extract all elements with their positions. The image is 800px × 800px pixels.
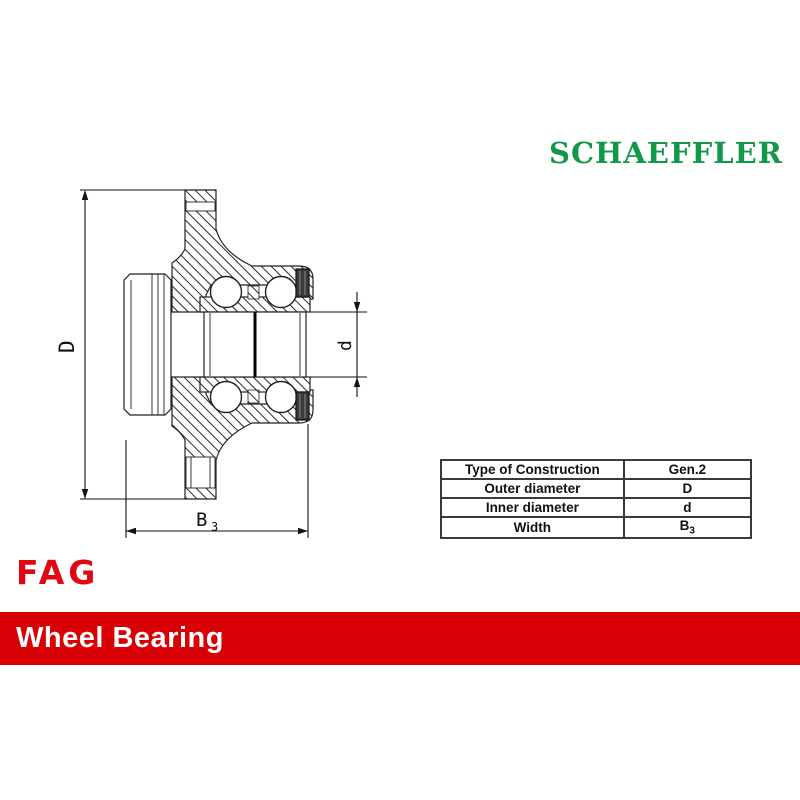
dim-label-width: B <box>196 509 208 531</box>
fag-logo: FAG <box>16 553 100 592</box>
title-banner <box>0 612 800 665</box>
arrowhead <box>82 190 88 200</box>
dim-label-inner: d <box>335 340 356 351</box>
flange-lower-groove <box>186 457 215 488</box>
spec-value <box>624 517 751 538</box>
cage-spacer <box>248 390 259 403</box>
spec-label: Width <box>441 517 624 538</box>
arrowhead <box>126 528 136 534</box>
technical-drawing <box>0 0 420 560</box>
arrowhead <box>82 489 88 499</box>
hub-section <box>124 190 313 499</box>
table-row <box>441 460 751 479</box>
spec-value: d <box>624 498 751 517</box>
spec-value-sub: 3 <box>689 525 695 537</box>
ball <box>266 382 297 413</box>
spec-label: Type of Construction <box>441 460 624 479</box>
arrowhead <box>354 377 360 387</box>
spec-value: Gen.2 <box>624 460 751 479</box>
table-row <box>441 517 751 538</box>
spec-label: Outer diameter <box>441 479 624 498</box>
cage-spacer <box>248 286 259 299</box>
arrowhead <box>354 302 360 312</box>
table-row <box>441 479 751 498</box>
spec-value-main: B <box>679 518 690 533</box>
seal-lower <box>296 392 309 420</box>
dim-label-width-sub: 3 <box>211 520 219 534</box>
schaeffler-logo: SCHAEFFLER <box>549 136 783 170</box>
flange-upper-groove <box>186 202 215 211</box>
arrowhead <box>298 528 308 534</box>
ball <box>211 277 242 308</box>
dim-label-outer: D <box>55 340 79 353</box>
ball <box>266 277 297 308</box>
page-title: Wheel Bearing <box>16 622 224 654</box>
spec-label: Inner diameter <box>441 498 624 517</box>
spec-value: D <box>624 479 751 498</box>
seal-upper <box>296 269 309 297</box>
spec-table <box>440 459 752 539</box>
ball <box>211 382 242 413</box>
table-row <box>441 498 751 517</box>
